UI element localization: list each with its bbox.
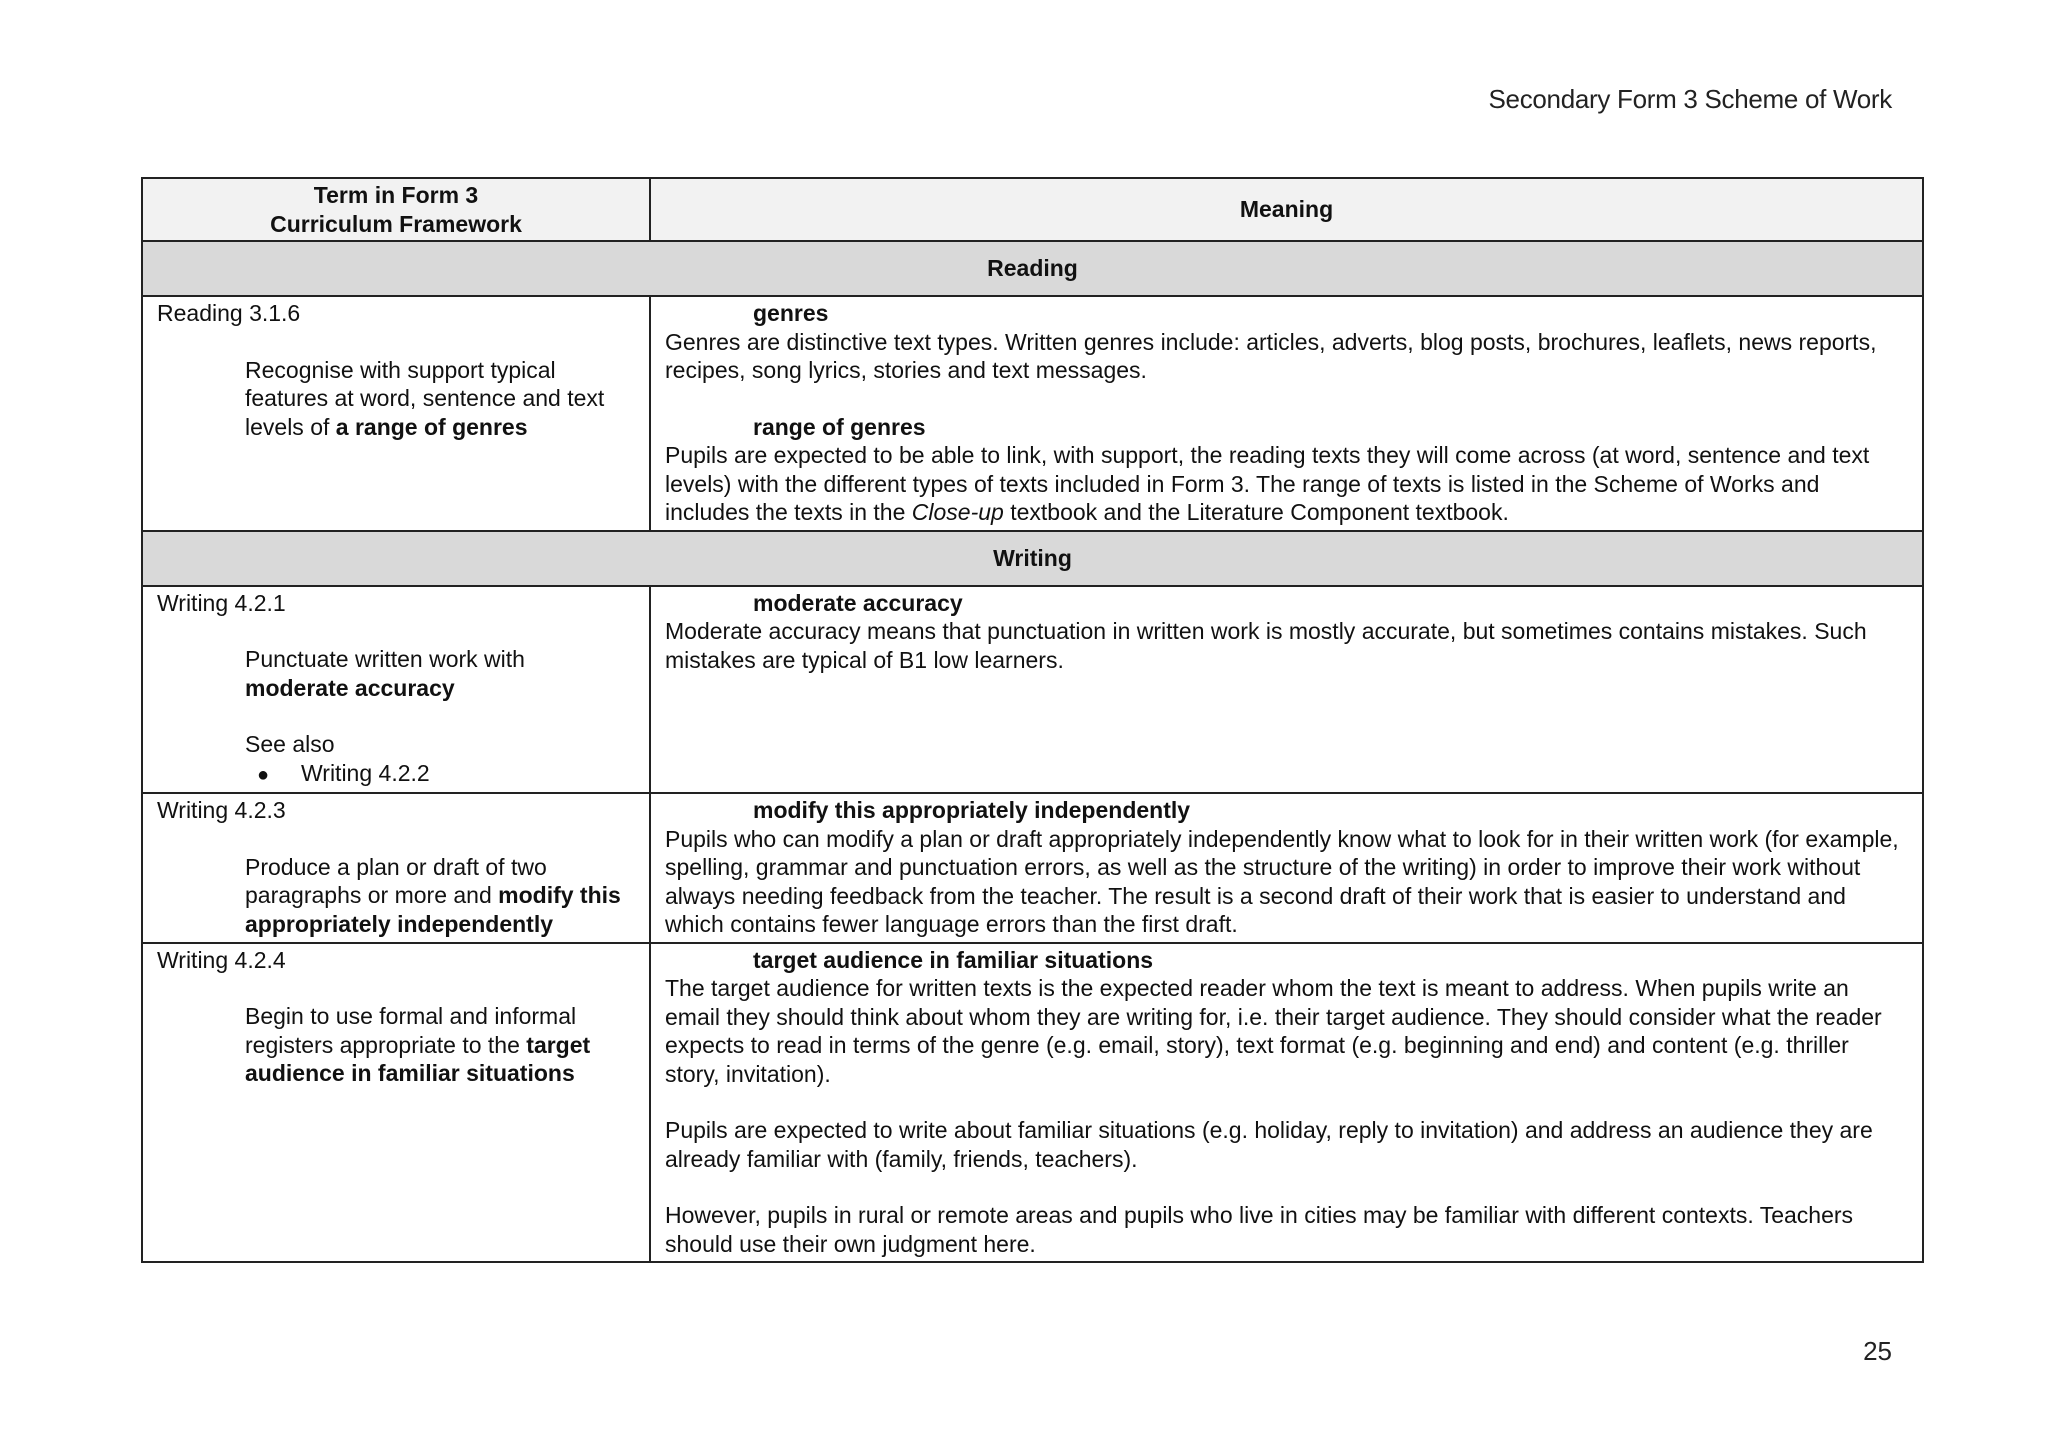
- objective-key-term: moderate accuracy: [245, 674, 455, 701]
- table-row: [142, 296, 1923, 531]
- see-also-item-label: Writing 4.2.2: [301, 759, 430, 786]
- objective-text: Produce a plan or draft of two paragraphs or more and: [245, 853, 547, 908]
- term-heading: moderate accuracy: [753, 589, 963, 616]
- term-heading: range of genres: [753, 413, 926, 440]
- objective-key-term: modify this appropriately independently: [245, 882, 621, 937]
- section-heading-writing: Writing: [142, 531, 1923, 586]
- section-row-writing: [142, 531, 1923, 586]
- page-number: 25: [1863, 1336, 1892, 1366]
- page-header-title: Secondary Form 3 Scheme of Work: [1488, 84, 1892, 114]
- table-row: [142, 943, 1923, 1263]
- textbook-title: Close-up: [911, 499, 1004, 525]
- term-meaning: Moderate accuracy means that punctuation in written work is mostly accurate, but sometimes contains mistakes. Such mistakes are typical of B1 low learners.: [665, 618, 1867, 673]
- learning-objective: [245, 853, 635, 939]
- meaning-text: textbook and the Literature Component textbook.: [1003, 499, 1509, 525]
- term-meaning: Genres are distinctive text types. Written genres include: articles, adverts, blog posts, brochures, leaflets, news reports, recipes, song lyrics, stories and text messages.: [665, 328, 1877, 383]
- objective-text: Recognise with support typical features at word, sentence and text levels of: [245, 356, 605, 440]
- term-cell: [142, 793, 650, 943]
- section-row-reading: [142, 241, 1923, 296]
- section-heading-reading: Reading: [142, 241, 1923, 296]
- column-header-term: [142, 178, 650, 241]
- learning-objective: [245, 645, 635, 702]
- curriculum-ref: Writing 4.2.3: [157, 797, 286, 823]
- see-also-item: [257, 759, 635, 790]
- glossary-table: [141, 177, 1924, 1263]
- term-heading: genres: [753, 300, 829, 326]
- term-meaning: Pupils who can modify a plan or draft appropriately independently know what to look for in their written work (for example, spelling, grammar and punctuation errors, as well as the structure of the writing) in order to improve their work without always needing feedback from the teacher. The result is a second draft of their work that is easier to understand and which contains fewer language errors than the first draft.: [665, 825, 1899, 937]
- learning-objective: [245, 356, 635, 442]
- table-header-row: [142, 178, 1923, 241]
- objective-text: Punctuate written work with: [245, 646, 525, 672]
- objective-key-term: target audience in familiar situations: [245, 1031, 591, 1086]
- term-meaning: Pupils are expected to write about familiar situations (e.g. holiday, reply to invitation) and address an audience they are already familiar with (family, friends, teachers).: [665, 1117, 1873, 1172]
- term-meaning: However, pupils in rural or remote areas and pupils who live in cities may be familiar with different contexts. Teachers should use their own judgment here.: [665, 1202, 1854, 1257]
- meaning-text: Pupils are expected to be able to link, with support, the reading texts they will come across (at word, sentence and text levels) with the different types of texts included in Form 3. The range of texts is listed in the Scheme of Works and includes the texts in the: [665, 442, 1870, 525]
- column-header-term-line2: Curriculum Framework: [270, 210, 522, 237]
- term-cell: [142, 943, 650, 1263]
- curriculum-ref: Writing 4.2.4: [157, 946, 286, 973]
- column-header-term-line1: Term in Form 3: [313, 182, 479, 208]
- meaning-cell: [650, 586, 1923, 794]
- term-heading: modify this appropriately independently: [753, 797, 1191, 823]
- term-cell: [142, 296, 650, 531]
- term-heading: target audience in familiar situations: [753, 946, 1154, 973]
- meaning-cell: [650, 793, 1923, 943]
- meaning-cell: [650, 296, 1923, 531]
- curriculum-ref: Writing 4.2.1: [157, 589, 286, 616]
- objective-text: Begin to use formal and informal registers appropriate to the: [245, 1003, 577, 1058]
- learning-objective: [245, 1002, 635, 1088]
- see-also-label: See also: [245, 731, 335, 757]
- curriculum-ref: Reading 3.1.6: [157, 300, 301, 326]
- table-row: [142, 586, 1923, 794]
- objective-key-term: a range of genres: [335, 413, 528, 440]
- term-meaning: [665, 441, 1908, 527]
- meaning-cell: [650, 943, 1923, 1263]
- column-header-meaning: Meaning: [650, 178, 1923, 241]
- term-cell: [142, 586, 650, 794]
- term-meaning: The target audience for written texts is the expected reader whom the text is meant to address. When pupils write an email they should think about whom they are writing for, i.e. their target audience. They should consider what the reader expects to read in terms of the genre (e.g. email, story), text format (e.g. beginning and end) and content (e.g. thriller story, invitation).: [665, 975, 1882, 1087]
- bullet-icon: ●: [257, 763, 270, 786]
- table-row: [142, 793, 1923, 943]
